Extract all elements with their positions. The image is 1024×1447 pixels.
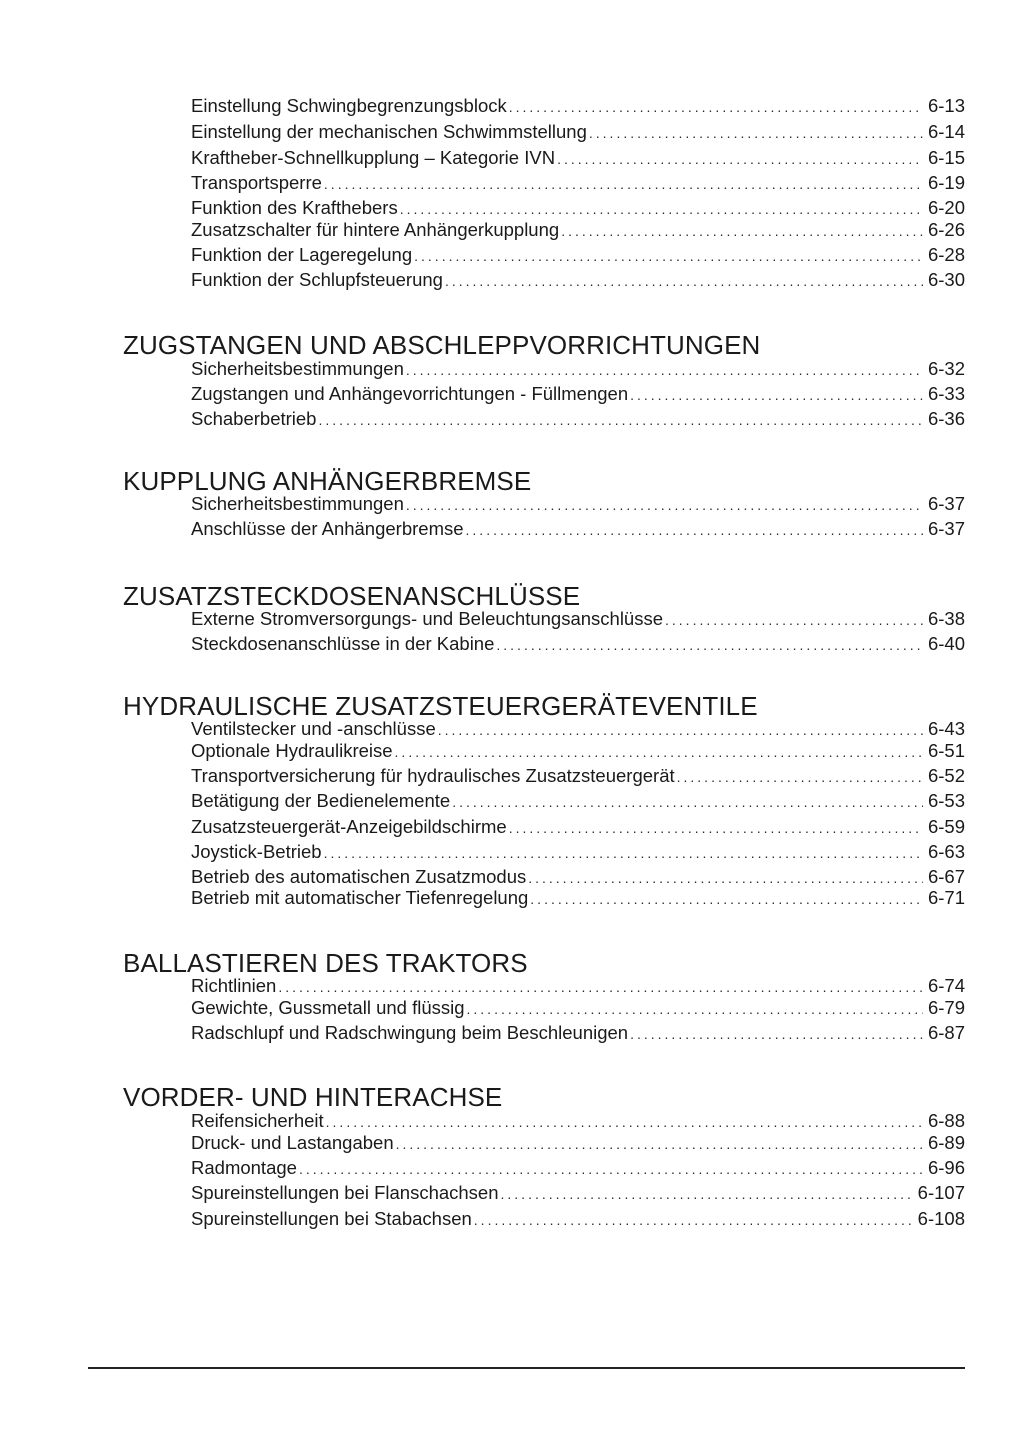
dot-leader	[474, 1208, 913, 1232]
dot-leader	[445, 269, 923, 293]
toc-entry[interactable]	[191, 1109, 965, 1133]
toc-entry-label: Schaberbetrieb	[191, 408, 317, 429]
toc-entry[interactable]	[191, 996, 965, 1020]
dot-leader	[589, 121, 923, 145]
dot-leader	[630, 383, 923, 407]
dot-leader	[324, 841, 923, 865]
toc-entry-label: Radmontage	[191, 1157, 297, 1178]
toc-entry-page: 6-51	[927, 740, 965, 761]
toc-entry-page: 6-15	[927, 147, 965, 168]
toc-entry-page: 6-13	[927, 95, 965, 116]
dot-leader	[414, 244, 923, 268]
toc-entry[interactable]	[191, 607, 965, 631]
toc-entry-label: Betätigung der Bedienelemente	[191, 790, 451, 811]
dot-leader	[452, 790, 923, 814]
toc-entry-page: 6-19	[927, 172, 965, 193]
toc-entry[interactable]	[191, 1156, 965, 1180]
dot-leader	[509, 95, 923, 119]
toc-entry-label: Zusatzsteuergerät-Anzeigebildschirme	[191, 816, 507, 837]
toc-entry-page: 6-43	[927, 718, 965, 739]
toc-entry-label: Einstellung Schwingbegrenzungsblock	[191, 95, 507, 116]
dot-leader	[395, 740, 923, 764]
dot-leader	[509, 816, 923, 840]
toc-entry[interactable]	[191, 789, 965, 813]
footer-rule	[88, 1367, 965, 1369]
toc-entry-label: Zugstangen und Anhängevorrichtungen - Füllmengen	[191, 383, 629, 404]
toc-entry-page: 6-36	[927, 408, 965, 429]
toc-entry[interactable]	[191, 407, 965, 431]
toc-entry[interactable]	[191, 196, 965, 220]
section-heading[interactable]: BALLASTIEREN DES TRAKTORS	[123, 948, 528, 978]
toc-entry[interactable]	[191, 632, 965, 656]
toc-entry-label: Gewichte, Gussmetall und flüssig	[191, 997, 465, 1018]
toc-entry-page: 6-96	[927, 1157, 965, 1178]
toc-entry-page: 6-71	[927, 887, 965, 908]
toc-entry[interactable]	[191, 739, 965, 763]
toc-entry-page: 6-38	[927, 608, 965, 629]
toc-entry[interactable]	[191, 1181, 965, 1205]
toc-entry-label: Kraftheber-Schnellkupplung – Kategorie IVN	[191, 147, 556, 168]
toc-entry-page: 6-37	[927, 493, 965, 514]
toc-entry-page: 6-52	[927, 765, 965, 786]
toc-entry-label: Reifensicherheit	[191, 1110, 324, 1131]
toc-entry[interactable]	[191, 717, 965, 741]
toc-entry[interactable]	[191, 268, 965, 292]
toc-entry-label: Transportsperre	[191, 172, 322, 193]
toc-entry[interactable]	[191, 517, 965, 541]
dot-leader	[665, 608, 923, 632]
dot-leader	[557, 147, 923, 171]
dot-leader	[630, 1022, 923, 1046]
dot-leader	[324, 172, 923, 196]
dot-leader	[496, 633, 923, 657]
toc-entry[interactable]	[191, 840, 965, 864]
toc-entry-label: Optionale Hydraulikreise	[191, 740, 393, 761]
toc-entry[interactable]	[191, 171, 965, 195]
section-heading[interactable]: ZUGSTANGEN UND ABSCHLEPPVORRICHTUNGEN	[123, 330, 761, 360]
section-heading[interactable]: VORDER- UND HINTERACHSE	[123, 1082, 503, 1112]
toc-entry-page: 6-28	[927, 244, 965, 265]
toc-entry[interactable]	[191, 382, 965, 406]
toc-entry-page: 6-53	[927, 790, 965, 811]
toc-entry-label: Betrieb mit automatischer Tiefenregelung	[191, 887, 529, 908]
dot-leader	[466, 518, 923, 542]
toc-entry-label: Funktion der Lageregelung	[191, 244, 413, 265]
dot-leader	[299, 1157, 923, 1181]
toc-entry-label: Externe Stromversorgungs- und Beleuchtungsanschlüsse	[191, 608, 664, 629]
toc-entry[interactable]	[191, 243, 965, 267]
toc-entry-page: 6-37	[927, 518, 965, 539]
toc-entry-page: 6-20	[927, 197, 965, 218]
dot-leader	[467, 997, 923, 1021]
toc-entry-label: Joystick-Betrieb	[191, 841, 322, 862]
section-heading[interactable]: ZUSATZSTECKDOSENANSCHLÜSSE	[123, 581, 581, 611]
toc-entry-label: Transportversicherung für hydraulisches Zusatzsteuergerät	[191, 765, 675, 786]
toc-entry[interactable]	[191, 1021, 965, 1045]
toc-entry-label: Anschlüsse der Anhängerbremse	[191, 518, 464, 539]
toc-entry-page: 6-59	[927, 816, 965, 837]
toc-entry-label: Betrieb des automatischen Zusatzmodus	[191, 866, 527, 887]
toc-entry[interactable]	[191, 886, 965, 910]
toc-entry[interactable]	[191, 1207, 965, 1231]
toc-entry[interactable]	[191, 974, 965, 998]
toc-entry-label: Sicherheitsbestimmungen	[191, 358, 404, 379]
toc-entry-page: 6-88	[927, 1110, 965, 1131]
dot-leader	[318, 408, 922, 432]
toc-entry-page: 6-63	[927, 841, 965, 862]
toc-entry-page: 6-107	[917, 1182, 965, 1203]
toc-entry-label: Radschlupf und Radschwingung beim Beschleunigen	[191, 1022, 629, 1043]
section-heading[interactable]: KUPPLUNG ANHÄNGERBREMSE	[123, 466, 532, 496]
toc-entry[interactable]	[191, 120, 965, 144]
toc-entry[interactable]	[191, 1131, 965, 1155]
toc-entry-label: Spureinstellungen bei Stabachsen	[191, 1208, 472, 1229]
dot-leader	[501, 1182, 913, 1206]
toc-entry-label: Zusatzschalter für hintere Anhängerkupplung	[191, 219, 560, 240]
toc-entry[interactable]	[191, 218, 965, 242]
toc-entry-page: 6-74	[927, 975, 965, 996]
toc-entry-label: Funktion des Krafthebers	[191, 197, 398, 218]
section-heading[interactable]: HYDRAULISCHE ZUSATZSTEUERGERÄTEVENTILE	[123, 691, 758, 721]
dot-leader	[406, 493, 923, 517]
toc-entry-page: 6-40	[927, 633, 965, 654]
toc-entry[interactable]	[191, 492, 965, 516]
toc-entry-page: 6-33	[927, 383, 965, 404]
dot-leader	[677, 765, 923, 789]
dot-leader	[561, 219, 923, 243]
toc-entry-page: 6-14	[927, 121, 965, 142]
toc-entry-page: 6-87	[927, 1022, 965, 1043]
toc-entry-label: Spureinstellungen bei Flanschachsen	[191, 1182, 499, 1203]
toc-entry-page: 6-79	[927, 997, 965, 1018]
toc-entry-page: 6-32	[927, 358, 965, 379]
toc-entry[interactable]	[191, 94, 965, 118]
toc-entry[interactable]	[191, 815, 965, 839]
toc-entry-page: 6-26	[927, 219, 965, 240]
toc-entry-page: 6-89	[927, 1132, 965, 1153]
toc-entry[interactable]	[191, 146, 965, 170]
dot-leader	[406, 358, 923, 382]
toc-entry-label: Richtlinien	[191, 975, 277, 996]
toc-entry-label: Sicherheitsbestimmungen	[191, 493, 404, 514]
toc-entry[interactable]	[191, 764, 965, 788]
toc-entry-label: Ventilstecker und -anschlüsse	[191, 718, 436, 739]
toc-entry-label: Funktion der Schlupfsteuerung	[191, 269, 443, 290]
toc-entry-label: Einstellung der mechanischen Schwimmstellung	[191, 121, 587, 142]
toc-entry[interactable]	[191, 357, 965, 381]
toc-entry-page: 6-108	[917, 1208, 965, 1229]
dot-leader	[530, 887, 923, 911]
toc-entry-label: Druck- und Lastangaben	[191, 1132, 394, 1153]
dot-leader	[396, 1132, 923, 1156]
toc-entry-page: 6-30	[927, 269, 965, 290]
toc-entry-label: Steckdosenanschlüsse in der Kabine	[191, 633, 495, 654]
toc-entry-page: 6-67	[927, 866, 965, 887]
